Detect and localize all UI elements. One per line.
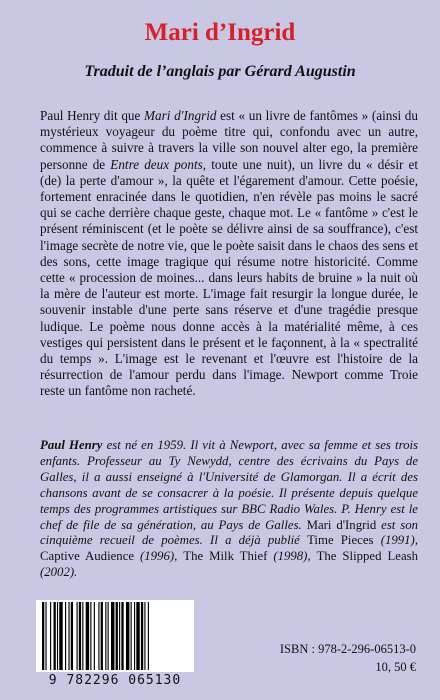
bio-book-title: The Slipped Leash bbox=[316, 549, 418, 564]
book-title: Mari d’Ingrid bbox=[144, 19, 296, 46]
blurb-text: Paul Henry dit que bbox=[40, 108, 145, 123]
bio-book-title: Mari d'Ingrid bbox=[306, 517, 377, 532]
barcode-bars bbox=[36, 600, 194, 672]
back-cover-blurb bbox=[40, 108, 418, 400]
bio-text: est son cinquième recueil de poèmes. Il a déjà publié bbox=[40, 517, 418, 548]
barcode bbox=[36, 600, 194, 672]
author-name: Paul Henry bbox=[40, 438, 103, 452]
author-bio bbox=[40, 438, 418, 581]
bio-book-title: The Milk Thief bbox=[183, 549, 268, 564]
bio-text: (2002). bbox=[40, 565, 78, 580]
blurb-book-title: Mari d'Ingrid bbox=[144, 108, 217, 123]
bio-text: (1996), bbox=[134, 549, 184, 564]
barcode-digits: 9 782296 065130 bbox=[48, 673, 182, 688]
bio-book-title: Time Pieces bbox=[307, 533, 374, 548]
bio-text: (1991), bbox=[373, 533, 419, 548]
blurb-text: , toute une nuit), un livre du « désir et (de) la perte d'amour », la quête et l'égarement d'amour. Cette poésie, fortement enracinée dans le quotidien, n'en révèle pas moins le sacré qui se cache derrière chaque geste, chaque mot. Le « fantôme » c'est le présent réminiscent (et le poète se délivre ainsi de sa souffrance), c'est l'image secrète de notre vie, que le poète saisit dans le chaos des sens et des sons, cette image tragique qui résume notre historicité. Comme cette « procession de moines... dans leurs habits de bruine » la nuit où la mère de l'auteur est morte. L'image fait resurgir la longue durée, le souvenir instable d'une perte sans réserve et d'une tragédie presque ludique. Le poème nous donne accès à la matérialité même, à ces vestiges qui persistent dans le présent et le façonnent, à la « spectralité du temps ». L'image est le revenant et l'œuvre est l'histoire de la résurrection de l'amour perdu dans l'image. Newport comme Troie reste un fantôme non racheté. bbox=[40, 156, 418, 399]
translator-subtitle: Traduit de l’anglais par Gérard Augustin bbox=[84, 63, 356, 80]
blurb-text: est « un livre de fantômes » (ainsi du mystérieux voyageur du poème titre qui, confondu avec un autre, commence à suivre à travers la ville son nouvel alter ego, la première personne de bbox=[40, 108, 418, 172]
bio-book-title: Captive Audience bbox=[40, 549, 135, 564]
bio-text: est né en 1959. Il vit à Newport, avec sa femme et ses trois enfants. Professeur au Ty Newydd, centre des écrivains du Pays de Galles, il a aussi enseigné à l'Université de Glamorgan. Il a écrit des chansons avant de se consacrer à la poésie. Il présente depuis quelque temps des programmes artistiques sur BBC Radio Wales. P. Henry est le chef de file de sa génération, au Pays de Galles. bbox=[40, 438, 419, 532]
blurb-poem-title: Entre deux ponts bbox=[110, 156, 203, 172]
bio-text: (1998), bbox=[267, 549, 317, 564]
isbn: ISBN : 978-2-296-06513-0 bbox=[279, 642, 416, 656]
price: 10, 50 € bbox=[375, 660, 416, 674]
